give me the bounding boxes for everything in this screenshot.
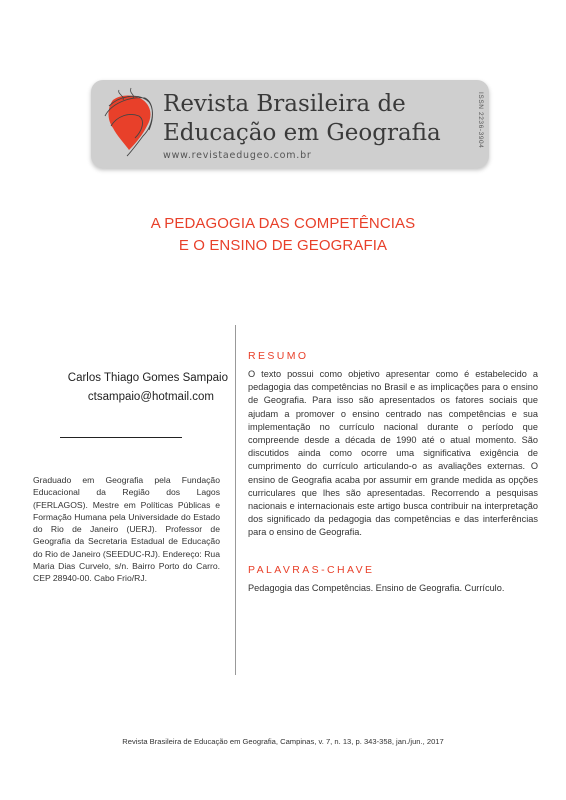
keywords-text: Pedagogia das Competências. Ensino de Geografia. Currículo. bbox=[248, 583, 505, 593]
resumo-text: O texto possui como objetivo apresentar como é estabelecido a pedagogia das competências no Brasil e as implicações para o ensino de Geografia. Para isso são apresentados os fatores sociais que ajudam a promover o ensino centrado nas competências e sua implementação no currículo nacional durante o período que compreende desde a década de 1990 até o atual momento. São discutidos ainda como ocorre uma significativa exigência de cumprimento do currículo articulando-o as avaliações externas. O ensino de Geografia acaba por assumir em grande medida as opções curriculares que lhes são apresentadas. Recorrendo a pesquisas nacionais e internacionais este artigo busca contribuir na interpretação dos significado da pedagogia das competências e das interferências para o ensino de Geografia. bbox=[248, 369, 538, 538]
journal-header-banner bbox=[91, 80, 489, 168]
author-name: Carlos Thiago Gomes Sampaio bbox=[67, 372, 228, 384]
column-divider bbox=[235, 325, 236, 675]
journal-name bbox=[163, 90, 441, 148]
issn-text: ISSN 2236-3904 bbox=[477, 92, 484, 149]
footer-citation: Revista Brasileira de Educação em Geografia, Campinas, v. 7, n. 13, p. 343-358, jan./jun., 2017 bbox=[122, 737, 444, 746]
article-title-line1: A PEDAGOGIA DAS COMPETÊNCIAS bbox=[150, 215, 416, 232]
keywords-heading: PALAVRAS-CHAVE bbox=[248, 564, 375, 576]
resumo-heading: RESUMO bbox=[248, 350, 309, 362]
brazil-map-sketch-icon bbox=[99, 86, 157, 160]
article-title-line2: E O ENSINO DE GEOGRAFIA bbox=[178, 237, 388, 254]
article-title bbox=[0, 213, 566, 257]
issn-label bbox=[473, 92, 485, 154]
author-bio: Graduado em Geografia pela Fundação Educacional da Região dos Lagos (FERLAGOS). Mestre em Políticas Públicas e Formação Humana pela Universidade do Estado do Rio de Janeiro (UERJ). Professor de Geografia da Secretaria Estadual de Educação do Rio de Janeiro (SEEDUC-RJ). Endereço: Rua Maria Dias Curvelo, s/n. Bairro Porto do Carro. CEP 28940-00. Cabo Frio/RJ. bbox=[33, 475, 220, 584]
author-separator bbox=[60, 437, 182, 438]
journal-name-line2: Educação em Geografia bbox=[163, 120, 441, 146]
journal-name-line1: Revista Brasileira de bbox=[163, 91, 406, 117]
author-email[interactable]: ctsampaio@hotmail.com bbox=[87, 391, 214, 403]
journal-website[interactable]: www.revistaedugeo.com.br bbox=[163, 150, 312, 161]
